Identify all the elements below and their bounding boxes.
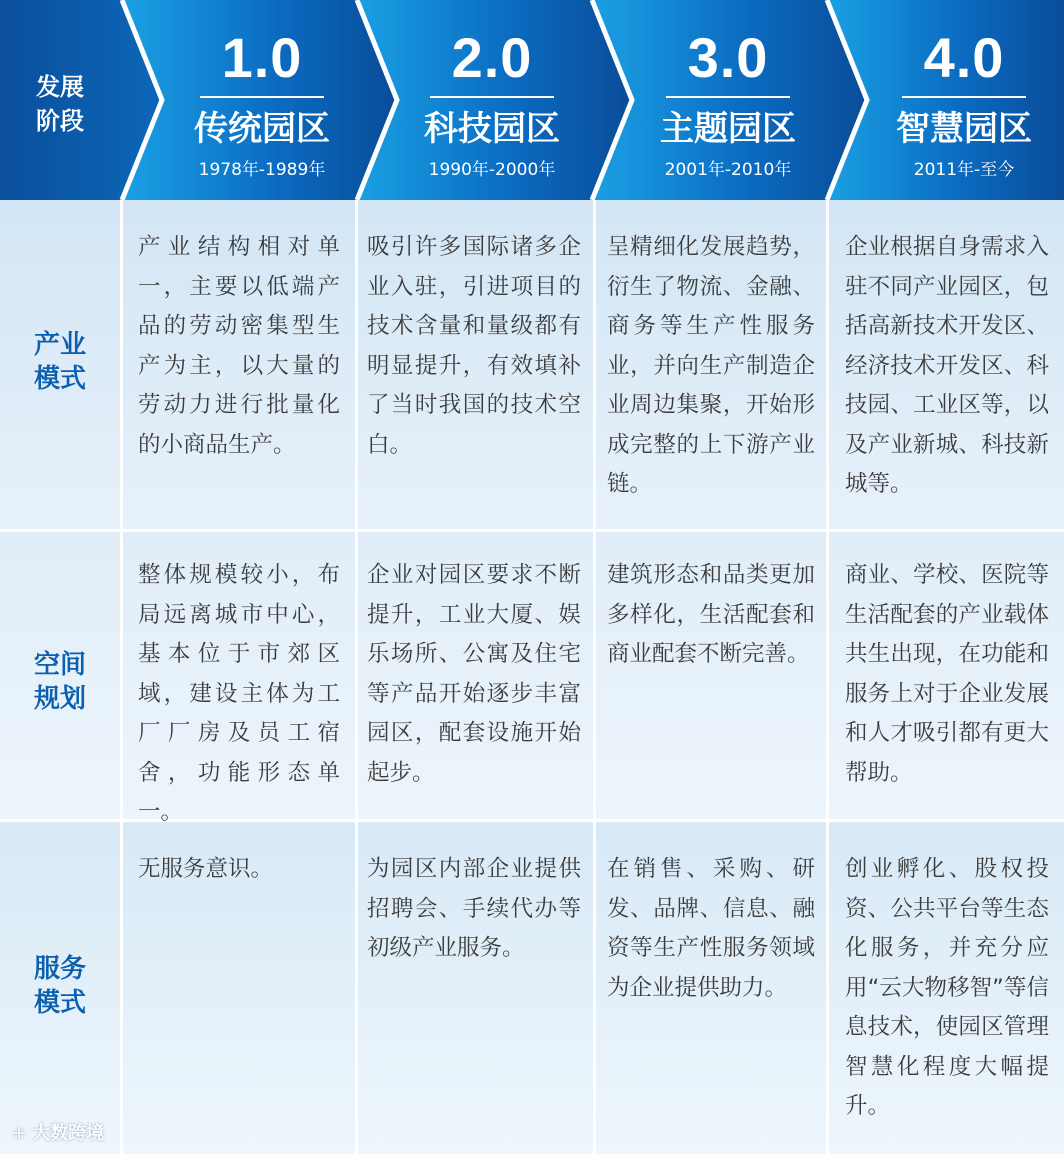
header-label xyxy=(0,70,120,138)
cell-space-stage-3: 建筑形态和品类更加多样化，生活配套和商业配套不断完善。 xyxy=(607,562,815,667)
stage-name: 科技园区 xyxy=(424,109,560,149)
column-divider xyxy=(826,200,829,1154)
header-label-line-1: 发展 xyxy=(36,73,84,101)
stage-number: 2.0 xyxy=(451,26,533,89)
cell-industry-stage-2: 吸引许多国际诸多企业入驻，引进项目的技术含量和量级都有明显提升，有效填补了当时我国的技术空白。 xyxy=(367,234,581,458)
stage-2 xyxy=(374,0,610,200)
watermark-logo-icon: ꔰ xyxy=(12,1124,26,1143)
stage-number: 4.0 xyxy=(923,26,1005,89)
row-divider xyxy=(0,529,1064,532)
column-divider xyxy=(593,200,596,1154)
row-label-line: 空间 xyxy=(33,650,86,680)
stage-divider xyxy=(200,96,324,98)
watermark xyxy=(12,1122,104,1146)
stage-years: 1978年-1989年 xyxy=(198,160,326,180)
cell-industry-stage-4: 企业根据自身需求入驻不同产业园区，包括高新技术开发区、经济技术开发区、科技园、工业区等，以及产业新城、科技新城等。 xyxy=(845,234,1049,497)
stage-years: 1990年-2000年 xyxy=(428,160,556,180)
row-label-line: 服务 xyxy=(33,954,86,984)
stage-4 xyxy=(846,0,1064,200)
row-label-line: 产业 xyxy=(33,330,86,360)
stage-name: 智慧园区 xyxy=(896,109,1032,149)
row-label-space-planning xyxy=(0,648,120,716)
stage-divider xyxy=(430,96,554,98)
watermark-text: 大数跨境 xyxy=(32,1123,105,1144)
header-label-line-2: 阶段 xyxy=(36,107,84,135)
cell-space-stage-1: 整体规模较小，布局远离城市中心，基本位于市郊区域，建设主体为工厂厂房及员工宿舍，功能形态单一。 xyxy=(138,562,340,825)
row-label-line: 规划 xyxy=(33,684,86,714)
cell-service-stage-1: 无服务意识。 xyxy=(138,856,274,882)
cell-service-stage-2: 为园区内部企业提供招聘会、手续代办等初级产业服务。 xyxy=(367,856,581,961)
cell-space-stage-2: 企业对园区要求不断提升，工业大厦、娱乐场所、公寓及住宅等产品开始逐步丰富园区，配套设施开始起步。 xyxy=(367,562,581,786)
cell-industry-stage-1: 产业结构相对单一，主要以低端产品的劳动密集型生产为主，以大量的劳动力进行批量化的小商品生产。 xyxy=(138,234,340,458)
stage-divider xyxy=(902,96,1026,98)
cell-industry-stage-3: 呈精细化发展趋势，衍生了物流、金融、商务等生产性服务业，并向生产制造企业周边集聚，开始形成完整的上下游产业链。 xyxy=(607,234,815,497)
column-divider xyxy=(355,200,358,1154)
cell-space-stage-4: 商业、学校、医院等生活配套的产业载体共生出现，在功能和服务上对于企业发展和人才吸引都有更大帮助。 xyxy=(845,562,1049,786)
row-label-service-model xyxy=(0,952,120,1020)
cell-service-stage-4: 创业孵化、股权投资、公共平台等生态化服务，并充分应用“云大物移智”等信息技术，使园区管理智慧化程度大幅提升。 xyxy=(845,856,1049,1119)
row-label-industry-model xyxy=(0,328,120,396)
stage-years: 2001年-2010年 xyxy=(664,160,792,180)
row-label-line: 模式 xyxy=(33,364,86,394)
stage-divider xyxy=(666,96,790,98)
stage-number: 3.0 xyxy=(687,26,769,89)
stage-1 xyxy=(144,0,380,200)
stage-number: 1.0 xyxy=(221,26,303,89)
column-divider xyxy=(120,200,123,1154)
cell-service-stage-3: 在销售、采购、研发、品牌、信息、融资等生产性服务领域为企业提供助力。 xyxy=(607,856,815,1001)
stage-name: 主题园区 xyxy=(660,109,796,149)
stage-name: 传统园区 xyxy=(194,109,330,149)
stage-years: 2011年-至今 xyxy=(913,160,1015,180)
stage-3 xyxy=(610,0,846,200)
row-label-line: 模式 xyxy=(33,988,86,1018)
